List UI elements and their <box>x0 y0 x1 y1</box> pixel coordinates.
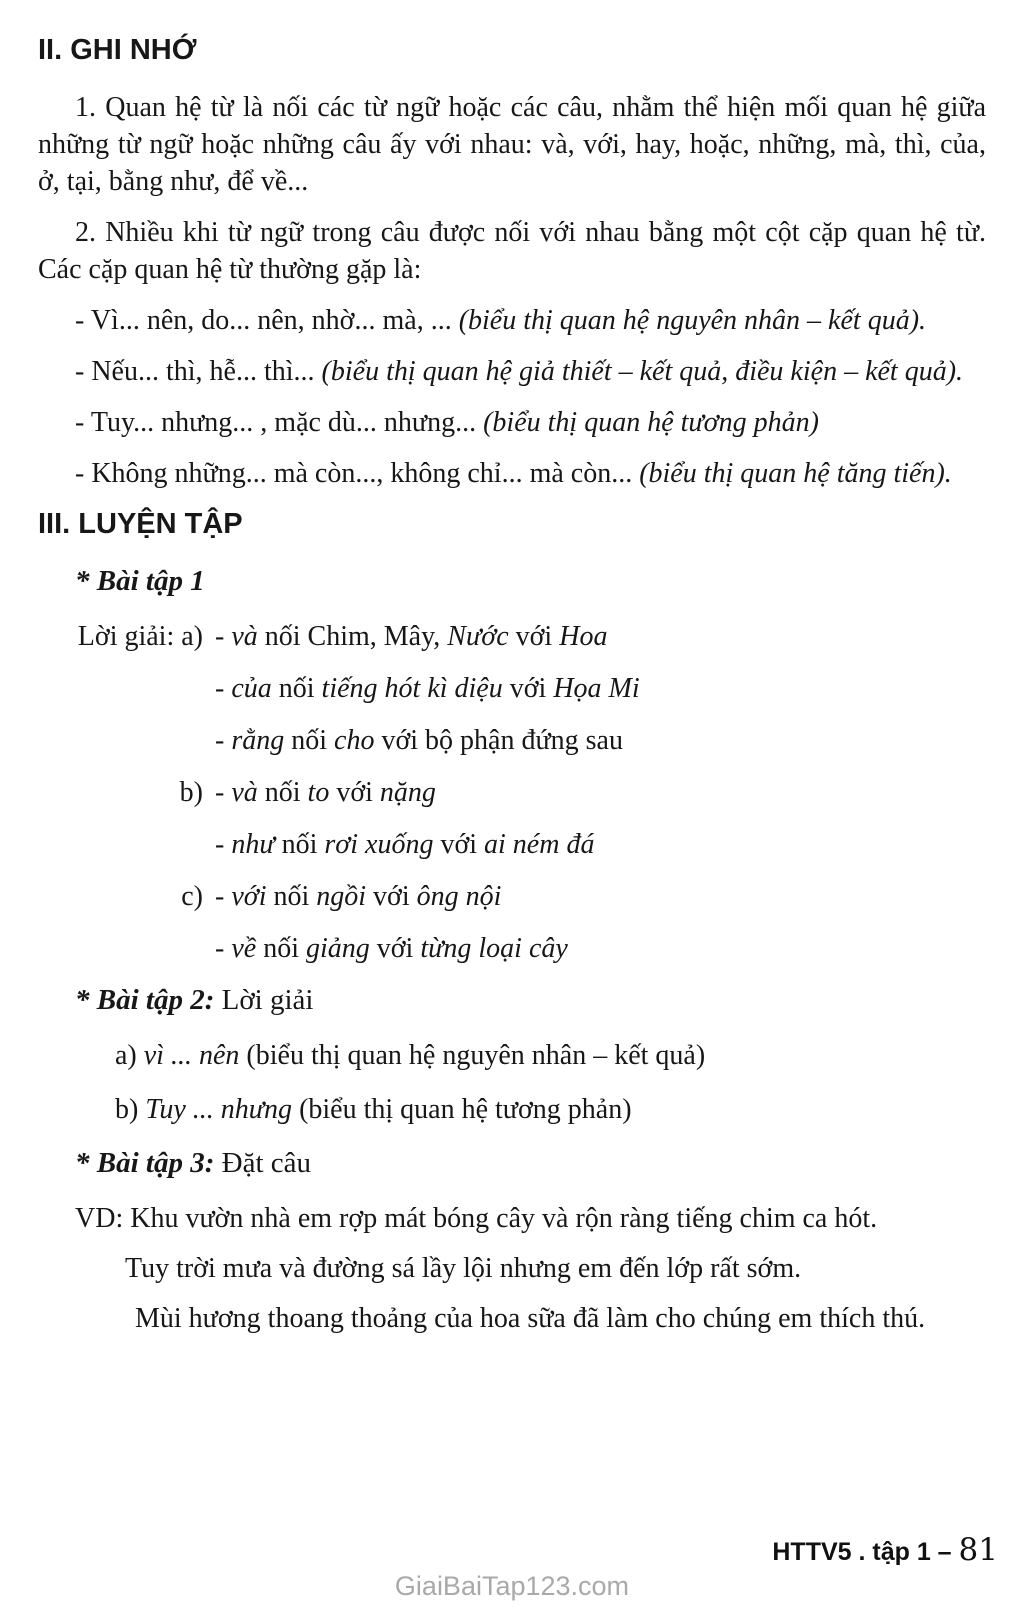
solution-line <box>179 774 986 811</box>
solution-line-text: - về nối giảng với từng loại cây <box>215 933 568 964</box>
exercise2-answer-a: a) vì ... nên (biểu thị quan hệ nguyên nhân – kết quả) <box>115 1040 706 1071</box>
solution-line <box>181 878 986 915</box>
exercise2-title: * Bài tập 2: Lời giải <box>75 984 314 1016</box>
solution-line-label: b) <box>179 777 203 808</box>
book-reference-label: HTTV5 . tập 1 – <box>772 1538 959 1566</box>
practice-section-heading: III. LUYỆN TẬP <box>38 508 243 540</box>
solution-line <box>215 670 986 707</box>
exercise1-solutions <box>38 618 986 967</box>
exercise3-title: * Bài tập 3: Đặt câu <box>75 1147 311 1179</box>
memo-bullet-progression: - Không những... mà còn..., không chỉ... mà còn... (biểu thị quan hệ tăng tiến). <box>75 458 952 489</box>
exercise3-example-1: VD: Khu vườn nhà em rợp mát bóng cây và rộn ràng tiếng chim ca hót. <box>75 1203 878 1234</box>
solution-line-text: - với nối ngồi với ông nội <box>215 881 502 912</box>
solution-line-text: - và nối Chim, Mây, Nước với Hoa <box>215 621 608 652</box>
solution-line-text: - của nối tiếng hót kì diệu với Họa Mi <box>215 673 640 704</box>
exercise2-answer-b: b) Tuy ... nhưng (biểu thị quan hệ tương phản) <box>115 1094 632 1125</box>
watermark-text: GiaiBaiTap123.com <box>394 1571 630 1601</box>
exercise3-example-2: Tuy trời mưa và đường sá lầy lội nhưng em đến lớp rất sớm. <box>125 1253 802 1284</box>
solution-line-text: - rằng nối cho với bộ phận đứng sau <box>215 725 623 756</box>
memo-point-1: 1. Quan hệ từ là nối các từ ngữ hoặc các câu, nhằm thể hiện mối quan hệ giữa những từ ngữ hoặc những câu ấy với nhau: và, với, hay, hoặc, những, mà, thì, của, ở, tại, bằng như, để về... <box>38 92 986 197</box>
solution-line-text: - và nối to với nặng <box>215 777 436 808</box>
solution-line <box>215 930 986 967</box>
solution-line-text: - như nối rơi xuống với ai ném đá <box>215 829 595 860</box>
page-reference <box>772 1532 998 1568</box>
solution-line <box>215 826 986 863</box>
memo-bullet-condition: - Nếu... thì, hễ... thì... (biểu thị quan hệ giả thiết – kết quả, điều kiện – kết quả). <box>75 356 964 387</box>
solution-line-label: Lời giải: a) <box>77 621 203 652</box>
memo-section-heading: II. GHI NHỚ <box>38 34 197 66</box>
memo-point-2: 2. Nhiều khi từ ngữ trong câu được nối với nhau bằng một cột cặp quan hệ từ. Các cặp quan hệ từ thường gặp là: <box>38 217 986 285</box>
memo-bullet-cause-effect: - Vì... nên, do... nên, nhờ... mà, ... (biểu thị quan hệ nguyên nhân – kết quả). <box>75 305 927 336</box>
solution-line <box>215 722 986 759</box>
solution-line <box>77 618 986 655</box>
exercise3-example-3: Mùi hương thoang thoảng của hoa sữa đã làm cho chúng em thích thú. <box>135 1303 926 1334</box>
memo-bullet-contrast: - Tuy... nhưng... , mặc dù... nhưng... (biểu thị quan hệ tương phản) <box>75 407 819 438</box>
solution-line-label: c) <box>181 881 203 912</box>
page-number: 81 <box>958 1532 998 1568</box>
exercise1-title: * Bài tập 1 <box>75 565 205 597</box>
